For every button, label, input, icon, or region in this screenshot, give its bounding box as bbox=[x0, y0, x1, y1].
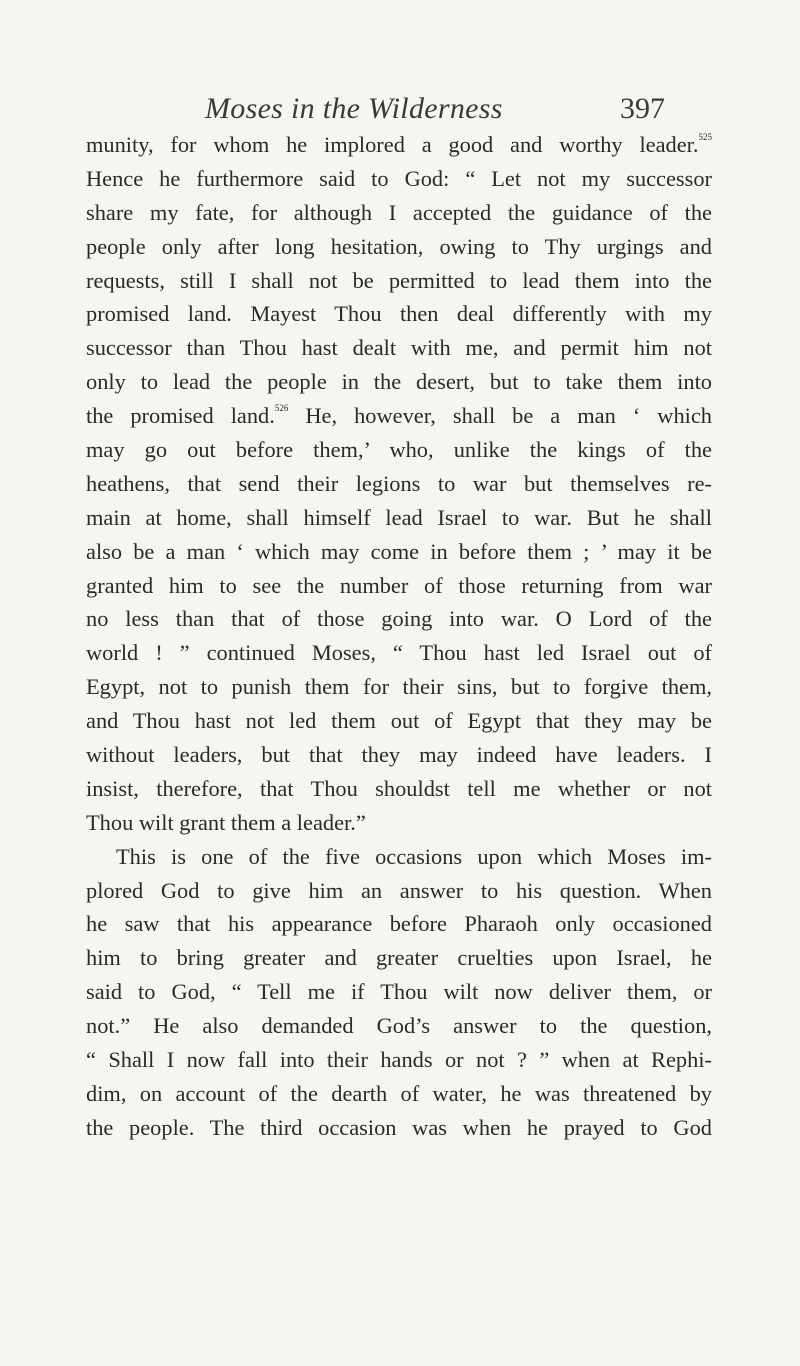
text-line: insist, therefore, that Thou shouldst tell me whether or not bbox=[86, 775, 712, 801]
footnote-marker: 525 bbox=[698, 132, 712, 142]
paragraph-start-line: This is one of the five occasions upon which Moses im- bbox=[116, 843, 712, 869]
text-line: Egypt, not to punish them for their sins, but to forgive them, bbox=[86, 674, 712, 700]
text-line: only to lead the people in the desert, but to take them into bbox=[86, 369, 712, 395]
text-line: said to God, “ Tell me if Thou wilt now deliver them, or bbox=[86, 979, 712, 1005]
running-head bbox=[0, 92, 800, 132]
text-line: world ! ” continued Moses, “ Thou hast led Israel out of bbox=[86, 640, 712, 666]
text-line: may go out before them,’ who, unlike the kings of the bbox=[86, 437, 712, 463]
text-line: Hence he furthermore said to God: “ Let not my successor bbox=[86, 165, 712, 191]
text-line: plored God to give him an answer to his question. When bbox=[86, 877, 712, 903]
text-line: requests, still I shall not be permitted to lead them into the bbox=[86, 267, 712, 293]
body-text bbox=[86, 128, 712, 1145]
text-line: the promised land.$^{526}$ He, however, shall be a man ‘ which bbox=[86, 403, 712, 429]
text-line: granted him to see the number of those returning from war bbox=[86, 572, 712, 598]
text-line: not.” He also demanded God’s answer to the question, bbox=[86, 1013, 712, 1039]
text-line: him to bring greater and greater cruelties upon Israel, he bbox=[86, 945, 712, 971]
text-line: the people. The third occasion was when he prayed to God bbox=[86, 1114, 712, 1140]
text-line: main at home, shall himself lead Israel to war. But he shall bbox=[86, 504, 712, 530]
running-title: Moses in the Wilderness bbox=[205, 92, 503, 125]
footnote-marker: 526 bbox=[274, 403, 289, 414]
text-line: without leaders, but that they may indeed have leaders. I bbox=[86, 742, 712, 768]
text-line: dim, on account of the dearth of water, he was threatened by bbox=[86, 1080, 712, 1106]
text-line: share my fate, for although I accepted the guidance of the bbox=[86, 199, 712, 225]
text-line: “ Shall I now fall into their hands or not ? ” when at Rephi- bbox=[86, 1047, 712, 1073]
text-line: and Thou hast not led them out of Egypt that they may be bbox=[86, 708, 712, 734]
text-line: munity, for whom he implored a good and worthy leader.$^{525}$ bbox=[86, 132, 712, 157]
page-number: 397 bbox=[620, 92, 665, 125]
text-line: heathens, that send their legions to war but themselves re- bbox=[86, 470, 712, 496]
text-line: no less than that of those going into war. O Lord of the bbox=[86, 606, 712, 632]
text-line: also be a man ‘ which may come in before them ; ’ may it be bbox=[86, 538, 712, 564]
text-line: successor than Thou hast dealt with me, and permit him not bbox=[86, 335, 712, 361]
text-line: promised land. Mayest Thou then deal differently with my bbox=[86, 301, 712, 327]
text-line: he saw that his appearance before Pharaoh only occasioned bbox=[86, 911, 712, 937]
text-line: Thou wilt grant them a leader.” bbox=[86, 809, 366, 835]
text-line: people only after long hesitation, owing to Thy urgings and bbox=[86, 233, 712, 259]
